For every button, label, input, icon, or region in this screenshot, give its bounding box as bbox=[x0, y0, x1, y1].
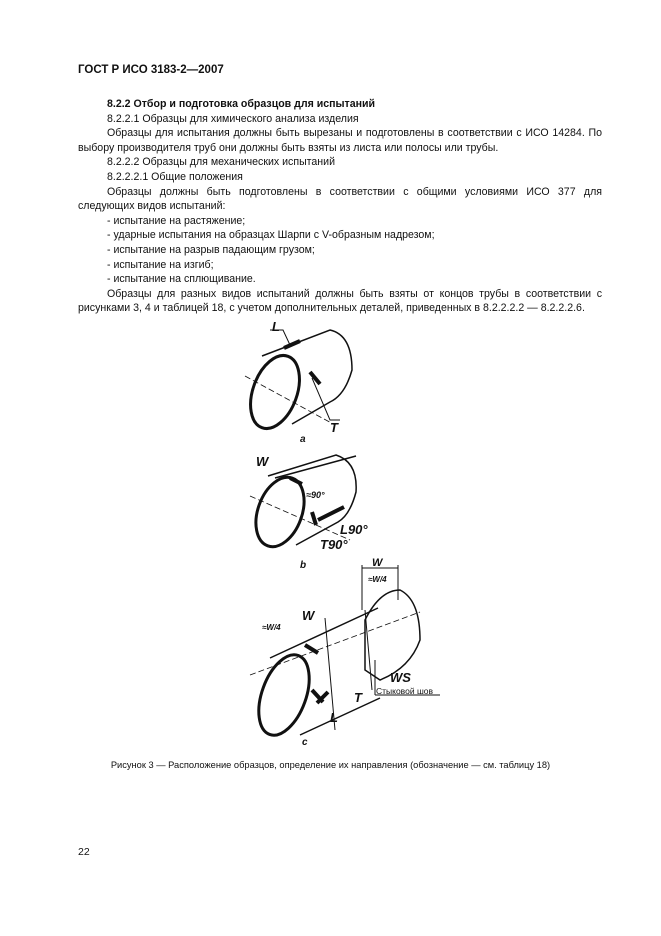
paragraph: Образцы для испытания должны быть вырезаны и подготовлены в соответствии с ИСО 14284. По выбору производителя труб они должны быть взяты из листа или полосы или трубы. bbox=[78, 127, 602, 154]
list-item: - ударные испытания на образцах Шарпи с V-образным надрезом; bbox=[107, 229, 435, 242]
pipe-diagram-b bbox=[247, 454, 368, 571]
label-L: L bbox=[330, 710, 338, 725]
subsection-heading: 8.2.2.2.1 Общие положения bbox=[107, 170, 243, 183]
sublabel-c: c bbox=[302, 737, 308, 748]
label-T: T bbox=[330, 420, 338, 435]
label-L: L bbox=[272, 319, 280, 334]
sublabel-a: a bbox=[300, 434, 306, 445]
section-heading: 8.2.2 Отбор и подготовка образцов для испытаний bbox=[107, 98, 376, 110]
pipe-diagram-a bbox=[241, 319, 352, 445]
paragraph: Образцы должны быть подготовлены в соответствии с общими условиями ИСО 377 для следующих видов испытаний: bbox=[78, 185, 602, 213]
subsection-heading: 8.2.2.1 Образцы для химического анализа изделия bbox=[107, 112, 359, 125]
sublabel-b: b bbox=[300, 560, 307, 571]
list-item: - испытание на разрыв падающим грузом; bbox=[107, 243, 315, 256]
label-W: W bbox=[256, 454, 269, 469]
label-W4: ≈W/4 bbox=[262, 623, 281, 632]
list-item: - испытание на растяжение; bbox=[107, 214, 246, 227]
subsection-heading: 8.2.2.2 Образцы для механических испытаний bbox=[107, 156, 335, 169]
label-WS: WS bbox=[390, 670, 411, 685]
label-W-top: W bbox=[372, 557, 383, 569]
pipe-diagram-c bbox=[249, 557, 440, 748]
label-W: W bbox=[302, 608, 315, 623]
label-seam: Стыковой шов bbox=[376, 686, 434, 696]
figure-caption: Рисунок 3 — Расположение образцов, определение их направления (обозначение — см. таблицу 18) bbox=[110, 760, 551, 770]
label-W4-top: ≈W/4 bbox=[368, 575, 387, 584]
list-item: - испытание на сплющивание. bbox=[107, 273, 256, 286]
label-L90: L90° bbox=[340, 522, 368, 537]
document-header: ГОСТ Р ИСО 3183-2—2007 bbox=[78, 64, 224, 76]
label-angle: ≈90° bbox=[306, 490, 325, 500]
label-T90: T90° bbox=[320, 537, 348, 552]
page-number: 22 bbox=[78, 846, 90, 858]
paragraph: Образцы для разных видов испытаний должны быть взяты от концов трубы в соответствии с рисунками 3, 4 и таблицей 18, с учетом дополнительных деталей, приведенных в 8.2.2.2.2 — 8.2.2.2.6. bbox=[78, 287, 602, 315]
label-T: T bbox=[354, 690, 362, 705]
list-item: - испытание на изгиб; bbox=[107, 258, 214, 271]
